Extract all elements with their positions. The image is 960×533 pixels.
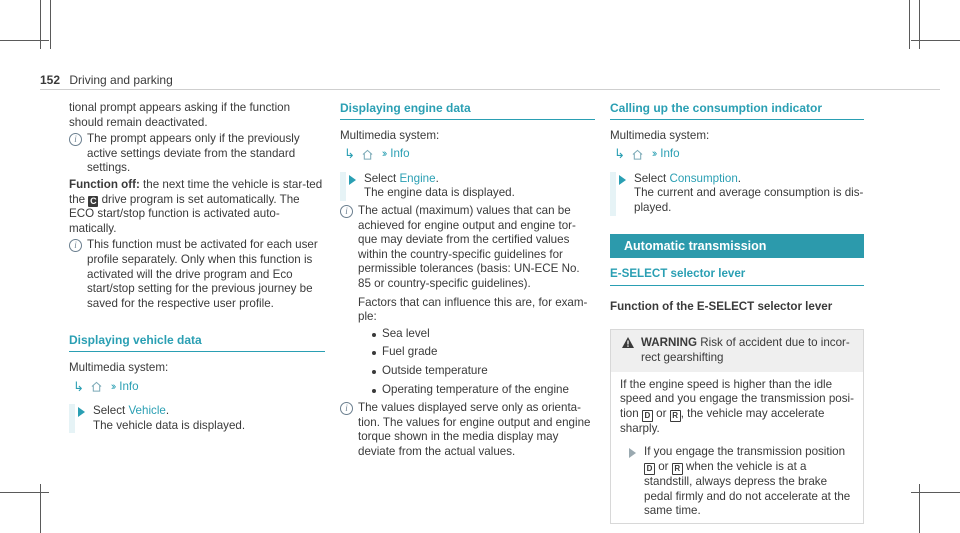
multimedia-label: Multimedia system:	[69, 360, 169, 374]
step-triangle-icon	[349, 175, 356, 185]
step-result: The current and average consumption is dis-played.	[634, 186, 864, 214]
crop-mark	[0, 40, 49, 41]
or-text: or	[655, 459, 672, 473]
r-key-icon: R	[672, 463, 683, 475]
crop-mark	[919, 0, 920, 49]
subsection-title: E-SELECT selector lever	[610, 267, 864, 286]
warning-triangle-icon	[621, 336, 635, 349]
function-title: Function of the E-SELECT selector lever	[610, 299, 833, 313]
step-result: The engine data is displayed.	[364, 186, 515, 200]
d-key-icon: D	[642, 410, 653, 422]
warning-text-part: , the vehicle may accelerate sharply.	[620, 406, 825, 435]
crop-mark	[911, 492, 960, 493]
section-title: Displaying vehicle data	[69, 333, 325, 352]
warning-body	[611, 372, 863, 523]
d-key-icon: D	[644, 463, 655, 475]
multimedia-label: Multimedia system:	[340, 128, 440, 142]
home-icon	[632, 149, 643, 160]
info-icon: i	[340, 402, 353, 415]
info-icon: i	[69, 239, 82, 252]
step-triangle-icon	[78, 407, 85, 417]
engine-link[interactable]: Engine	[399, 171, 436, 185]
header-rule	[40, 89, 940, 90]
note	[340, 401, 595, 459]
info-menu-label[interactable]: Info	[119, 379, 139, 393]
note-text: The prompt appears only if the previously active settings deviate from the standard settings.	[87, 132, 300, 175]
warning-header	[611, 330, 863, 371]
step-text: Select	[634, 171, 670, 185]
list-item: Sea level	[372, 327, 595, 342]
warning-heading: Risk of accident due to incor-rect gearshifting	[641, 336, 850, 364]
crop-mark	[50, 0, 51, 49]
double-chevron-icon: ››	[651, 148, 656, 161]
step-text: Select	[364, 171, 400, 185]
multimedia-label: Multimedia system:	[610, 128, 710, 142]
arrow-right-icon: ↳	[344, 146, 355, 162]
consumption-link[interactable]: Consumption	[669, 171, 738, 185]
note	[69, 132, 325, 176]
step-text: If you engage the transmission position	[644, 445, 846, 459]
list-item: Outside temperature	[372, 364, 595, 379]
intro-text: tional prompt appears asking if the function should remain deactivated.	[69, 101, 291, 129]
crop-mark	[911, 40, 960, 41]
factors-text: Factors that can influence this are, for exam-ple:	[358, 295, 588, 324]
step: Select Consumption. The current and average consumption is dis-played.	[610, 172, 864, 216]
or-text: or	[652, 406, 670, 420]
info-menu-label[interactable]: Info	[660, 147, 680, 161]
list-item: Fuel grade	[372, 345, 595, 360]
warning-text	[620, 378, 855, 437]
list-item: Operating temperature of the engine	[372, 383, 595, 398]
step-text: Select	[93, 404, 129, 418]
crop-mark	[909, 0, 910, 49]
section-name: Driving and parking	[69, 73, 173, 87]
menu-path	[344, 147, 595, 162]
factor-list	[358, 327, 595, 397]
menu-path	[614, 147, 864, 162]
function-off-text: the next time the vehicle is star-ted the	[69, 177, 323, 206]
note	[69, 238, 325, 311]
info-menu-label[interactable]: Info	[390, 147, 410, 161]
crop-mark	[40, 0, 41, 49]
arrow-right-icon: ↳	[614, 146, 625, 162]
page-header	[40, 73, 173, 87]
info-icon: i	[69, 133, 82, 146]
note-text: The values displayed serve only as orienta-tion. The values for engine output and engine torque shown in the media display may deviate from the actual values.	[358, 401, 591, 458]
arrow-right-icon: ↳	[73, 378, 84, 394]
step: Select Vehicle. The vehicle data is displayed.	[69, 404, 325, 433]
crop-mark	[0, 492, 49, 493]
step-triangle-icon	[629, 448, 636, 458]
info-icon: i	[340, 205, 353, 218]
note-text: The actual (maximum) values that can be achieved for engine output and engine tor-que may deviate from the certified values within the country-specific guidelines for permissible tolerances (basis: UN-ECE No. 85 or country-specific guidelines).	[358, 203, 580, 290]
step-result: The vehicle data is displayed.	[93, 418, 246, 432]
function-off-text: drive program is set automatically. The ECO start/stop function is activated auto-matically.	[69, 192, 300, 235]
r-key-icon: R	[670, 410, 681, 422]
double-chevron-icon: ››	[381, 148, 386, 161]
column-1	[69, 101, 325, 433]
step-triangle-icon	[619, 175, 626, 185]
column-2	[340, 101, 595, 459]
double-chevron-icon: ››	[110, 380, 115, 393]
section-title: Calling up the consumption indicator	[610, 101, 864, 120]
function-off-label: Function off:	[69, 177, 140, 191]
chapter-bar: Automatic transmission	[610, 234, 864, 259]
warning-box	[610, 329, 864, 523]
function-off-paragraph	[69, 178, 325, 236]
note-text: This function must be activated for each user profile separately. Only when this function is activated will the drive program and Eco start/stop setting for the previous journey be saved for the respective user profile.	[87, 238, 318, 310]
warning-label: WARNING	[641, 336, 698, 350]
menu-path	[73, 380, 325, 395]
warning-text-part: If the engine speed is higher than the idle speed and you engage the transmission posi-tion	[620, 377, 854, 420]
column-3	[610, 101, 864, 524]
step: Select Engine. The engine data is displayed.	[340, 172, 595, 201]
step-text: when the vehicle is at a standstill, always depress the brake pedal firmly and do not accelerate at the same time.	[644, 459, 851, 518]
vehicle-link[interactable]: Vehicle	[128, 404, 166, 418]
home-icon	[362, 149, 373, 160]
page-number: 152	[40, 73, 61, 87]
note	[340, 204, 595, 397]
section-title: Displaying engine data	[340, 101, 595, 120]
step	[620, 445, 855, 518]
home-icon	[91, 381, 102, 392]
c-key-icon: C	[90, 195, 97, 206]
